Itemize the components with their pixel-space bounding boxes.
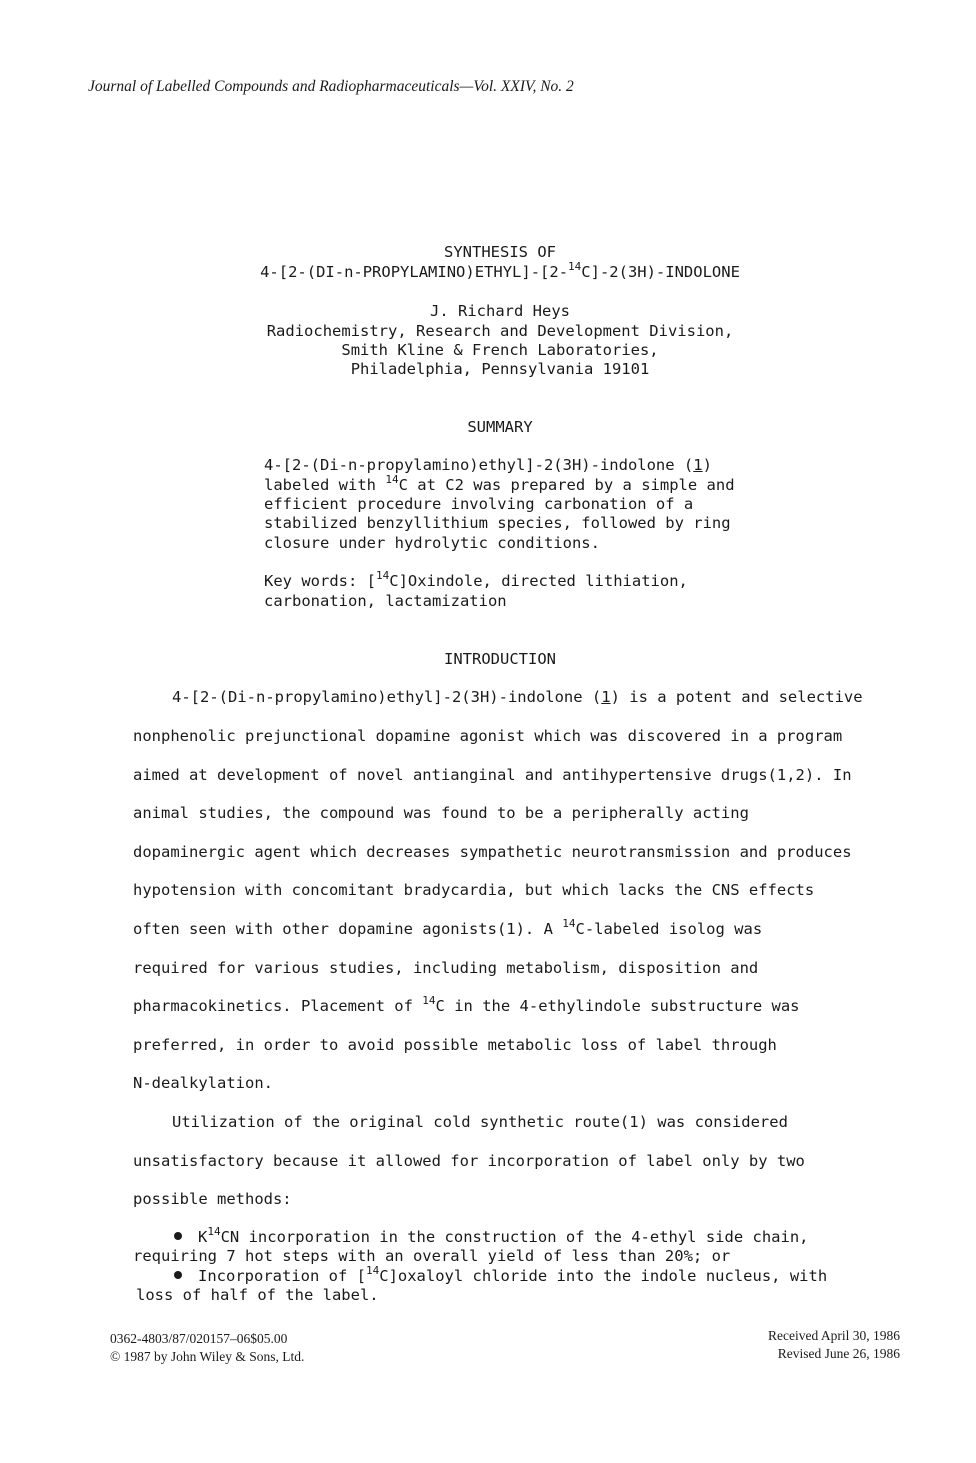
intro-p2-line-1: Utilization of the original cold synthetic route(1) was considered (172, 1113, 788, 1131)
summary-superscript: 14 (385, 473, 399, 486)
summary-line-5: closure under hydrolytic conditions. (264, 534, 600, 552)
summary-line-2 (264, 473, 735, 494)
summary-line-4: stabilized benzyllithium species, followed by ring (264, 514, 731, 532)
footer-revised: Revised June 26, 1986 (777, 1346, 900, 1361)
bullet-2-superscript: 14 (365, 1264, 380, 1277)
bullet-2-line-2: loss of half of the label. (136, 1286, 379, 1304)
bullet-1-line-2: requiring 7 hot steps with an overall yield of less than 20%; or (133, 1247, 731, 1265)
intro-compound-number: 1 (601, 688, 611, 706)
title-line-2-part-a: 4-[2-(DI-n-PROPYLAMINO)ETHYL]-[2- (260, 263, 569, 281)
intro-line-11: N-dealkylation. (133, 1074, 273, 1092)
summary-line-1 (264, 456, 712, 474)
bullet-2-b: C]oxaloyl chloride into the indole nucleus, with (379, 1267, 828, 1285)
keywords-a: Key words: [ (264, 572, 376, 590)
intro-p2-line-3: possible methods: (133, 1190, 292, 1208)
summary-line-3: efficient procedure involving carbonation of a (264, 495, 694, 513)
keywords-b: C]Oxindole, directed lithiation, (389, 572, 688, 590)
summary-line-1-b: ) (702, 456, 712, 474)
bullet-icon (174, 1271, 182, 1279)
footer-code: 0362-4803/87/020157–06$05.00 (110, 1331, 288, 1346)
author-affiliation-1: Radiochemistry, Research and Development Division, (266, 322, 734, 340)
intro-line-1-a: 4-[2-(Di-n-propylamino)ethyl]-2(3H)-indolone ( (172, 688, 602, 706)
introduction-heading: INTRODUCTION (444, 650, 556, 668)
summary-line-2-a: labeled with (264, 476, 386, 494)
summary-line-1-a: 4-[2-(Di-n-propylamino)ethyl]-2(3H)-indolone ( (264, 456, 694, 474)
intro-line-9-b: C in the 4-ethylindole substructure was (435, 997, 800, 1015)
bullet-1-line-1 (174, 1225, 809, 1246)
author-affiliation-2: Smith Kline & French Laboratories, (341, 341, 659, 359)
intro-line-9 (133, 994, 800, 1015)
intro-line-1 (172, 688, 863, 706)
intro-p2-line-2: unsatisfactory because it allowed for incorporation of label only by two (133, 1152, 805, 1170)
intro-line-2: nonphenolic prejunctional dopamine agonist which was discovered in a program (133, 727, 843, 745)
keywords-line-1 (264, 569, 688, 590)
intro-line-7-b: C-labeled isolog was (575, 920, 763, 938)
keywords-superscript: 14 (375, 569, 390, 582)
intro-line-9-a: pharmacokinetics. Placement of (133, 997, 423, 1015)
title-superscript: 14 (568, 260, 582, 273)
bullet-1-b: CN incorporation in the construction of the 4-ethyl side chain, (220, 1228, 809, 1246)
intro-line-9-superscript: 14 (422, 994, 436, 1007)
author-affiliation-3: Philadelphia, Pennsylvania 19101 (350, 360, 650, 378)
intro-line-6: hypotension with concomitant bradycardia, but which lacks the CNS effects (133, 881, 815, 899)
intro-line-5: dopaminergic agent which decreases sympathetic neurotransmission and produces (133, 843, 852, 861)
bullet-icon (174, 1232, 182, 1240)
intro-line-7-superscript: 14 (562, 917, 576, 930)
author-name: J. Richard Heys (430, 302, 570, 320)
intro-line-7 (133, 917, 763, 938)
keywords-line-2: carbonation, lactamization (264, 592, 507, 610)
title-line-2 (0, 260, 976, 281)
compound-number: 1 (693, 456, 703, 474)
bullet-2-line-1 (174, 1264, 828, 1285)
bullet-1-superscript: 14 (207, 1225, 221, 1238)
intro-line-10: preferred, in order to avoid possible metabolic loss of label through (133, 1036, 777, 1054)
footer-copyright: © 1987 by John Wiley & Sons, Ltd. (110, 1349, 305, 1364)
title-line-2-part-b: C]-2(3H)-INDOLONE (581, 263, 740, 281)
journal-header: Journal of Labelled Compounds and Radiopharmaceuticals—Vol. XXIV, No. 2 (88, 78, 574, 95)
intro-line-8: required for various studies, including metabolism, disposition and (133, 959, 759, 977)
summary-heading: SUMMARY (467, 418, 533, 436)
intro-line-3: aimed at development of novel antianginal and antihypertensive drugs(1,2). In (133, 766, 852, 784)
footer-received: Received April 30, 1986 (768, 1328, 900, 1343)
intro-line-4: animal studies, the compound was found to be a peripherally acting (133, 804, 749, 822)
summary-line-2-b: C at C2 was prepared by a simple and (398, 476, 735, 494)
intro-line-7-a: often seen with other dopamine agonists(1). A (133, 920, 563, 938)
title-line-1: SYNTHESIS OF (444, 243, 556, 261)
intro-line-1-b: ) is a potent and selective (610, 688, 863, 706)
bullet-1-a: K (198, 1228, 208, 1246)
bullet-2-a: Incorporation of [ (198, 1267, 366, 1285)
